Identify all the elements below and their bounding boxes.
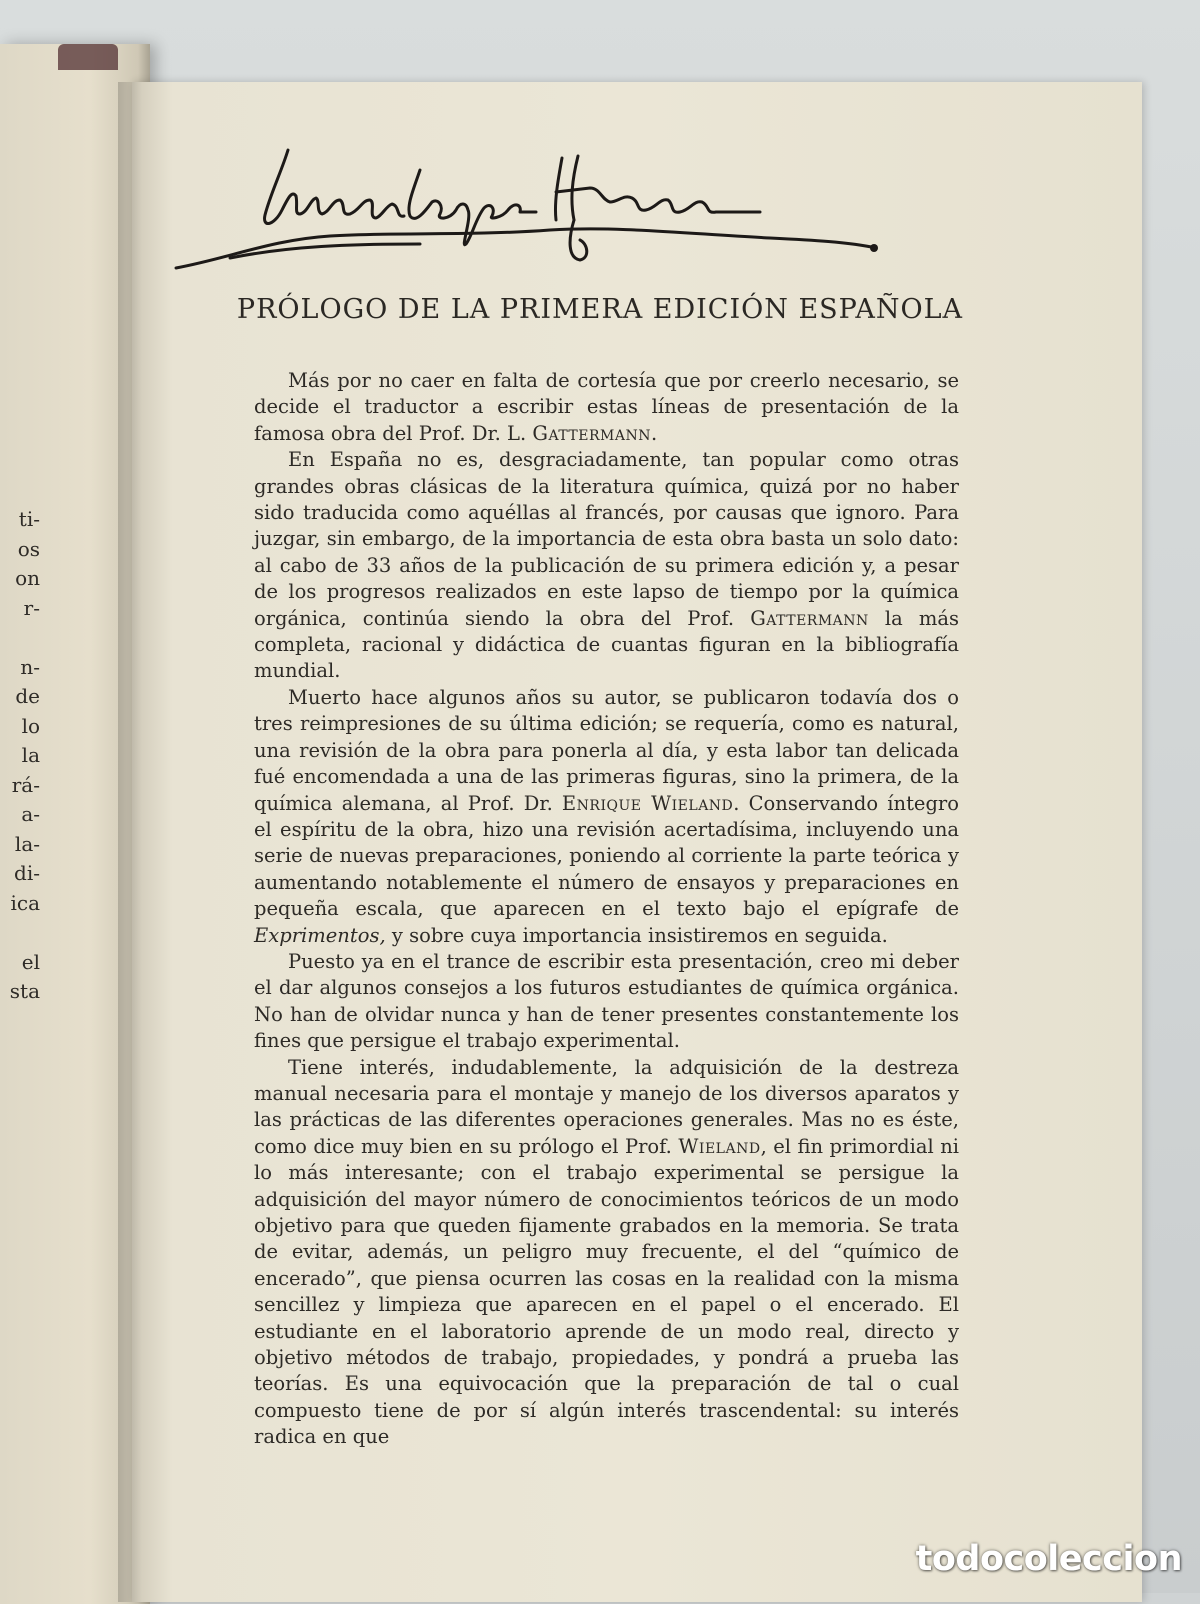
left-page-fragment: ti-	[18, 507, 40, 531]
author-name: Gattermann	[532, 421, 651, 445]
handwritten-signature	[170, 140, 890, 280]
left-page-fragment: n-	[20, 654, 40, 679]
author-name: Enrique Wieland	[561, 791, 734, 815]
page-gutter	[118, 82, 142, 1602]
left-page-text-fragments	[0, 505, 40, 1007]
paragraph	[254, 447, 959, 685]
text-run: . Conservando íntegro el espíritu de la obra, hizo una revisión acertadísima, incluyendo una serie de nuevas preparaciones, poniendo al corriente la parte teórica y aumentando notablemente el número de ensayos y preparaciones en pequeña escala, que aparecen en el texto bajo el epígrafe de	[254, 791, 959, 921]
left-page-fragment: el	[21, 949, 40, 974]
book-binding	[58, 44, 118, 70]
text-run: y sobre cuya importancia insistiremos en seguida.	[385, 923, 888, 947]
text-run: Puesto ya en el trance de escribir esta presentación, creo mi deber el dar algunos consejos a los futuros estudiantes de química orgánica. No han de olvidar nunca y han de tener presentes constantemente los fines que persigue el trabajo experimental.	[254, 949, 959, 1053]
left-page-fragment: os	[17, 536, 40, 561]
text-run: .	[650, 421, 658, 445]
paragraph	[254, 685, 959, 949]
left-page-fragment	[0, 918, 40, 948]
text-run: Tiene interés, indudablemente, la adquisición de la destreza manual necesaria para el montaje y manejo de los diversos aparatos y las prácticas de las diferentes operaciones generales. Mas no es éste, como dice muy bien en su prólogo el Prof.	[254, 1055, 959, 1158]
left-page-fragment: a-	[21, 802, 40, 826]
text-run: , el fin primordial ni lo más interesante; con el trabajo experimental se persigue la adquisición del mayor número de conocimientos teóricos de un modo objetivo para que queden fijamente grabados en la memoria. Se trata de evitar, además, un peligro muy frecuente, el del “químico de encerado”, que piensa ocurren las cosas en la realidad con la misma sencillez y limpieza que aparecen en el papel o el encerado. El estudiante en el laboratorio aprende de un modo real, directo y objetivo métodos de trabajo, propiedades, y pondrá a prueba las teorías. Es una equivocación que la preparación de tal o cual compuesto tiene de por sí algún interés trascendental: su interés radica en que	[254, 1134, 959, 1449]
left-page-fragment: de	[15, 684, 40, 708]
left-page-fragment: lo	[21, 713, 40, 738]
left-page-fragment: rá-	[11, 772, 40, 797]
body-text	[254, 368, 959, 1451]
text-run: Muerto hace algunos años su autor, se publicaron todavía dos o tres reimpresiones de su última edición; se requería, como es natural, una revisión de la obra para ponerla al día, y esta labor tan delicada fué encomendada a una de las primeras figuras, sino la primera, de la química alemana, al Prof. Dr.	[254, 685, 959, 815]
left-page-fragment	[0, 623, 40, 653]
watermark: todocoleccion	[915, 1539, 1182, 1579]
italic-term: Exprimentos,	[254, 923, 386, 947]
left-page-fragment: sta	[9, 979, 40, 1003]
paragraph	[254, 1055, 959, 1451]
text-run: la más completa, racional y didáctica de cuantas figuran en la bibliografía mundial.	[254, 606, 959, 683]
paragraph	[254, 949, 959, 1055]
left-page-fragment: on	[15, 566, 40, 590]
text-run: En España no es, desgraciadamente, tan popular como otras grandes obras clásicas de la literatura química, quizá por no haber sido traducida como aquéllas al francés, por causas que ignoro. Para juzgar, sin embargo, de la importancia de esta obra basta un solo dato: al cabo de 33 años de la publicación de su primera edición y, a pesar de los progresos realizados en este lapso de tiempo por la química orgánica, continúa siendo la obra del Prof.	[254, 448, 959, 630]
left-page-fragment: la-	[14, 831, 40, 856]
left-page-fragment: ica	[10, 890, 40, 915]
left-page-fragment: di-	[14, 861, 40, 885]
author-name: Gattermann	[750, 606, 869, 630]
paragraph	[254, 368, 959, 447]
left-page-fragment: la	[21, 743, 40, 767]
page-title: PRÓLOGO DE LA PRIMERA EDICIÓN ESPAÑOLA	[236, 294, 964, 325]
left-page-fragment: r-	[23, 595, 40, 620]
text-run: Más por no caer en falta de cortesía que por creerlo necesario, se decide el traductor a escribir estas líneas de presentación de la famosa obra del Prof. Dr. L.	[254, 369, 959, 445]
author-name: Wieland	[678, 1134, 761, 1158]
